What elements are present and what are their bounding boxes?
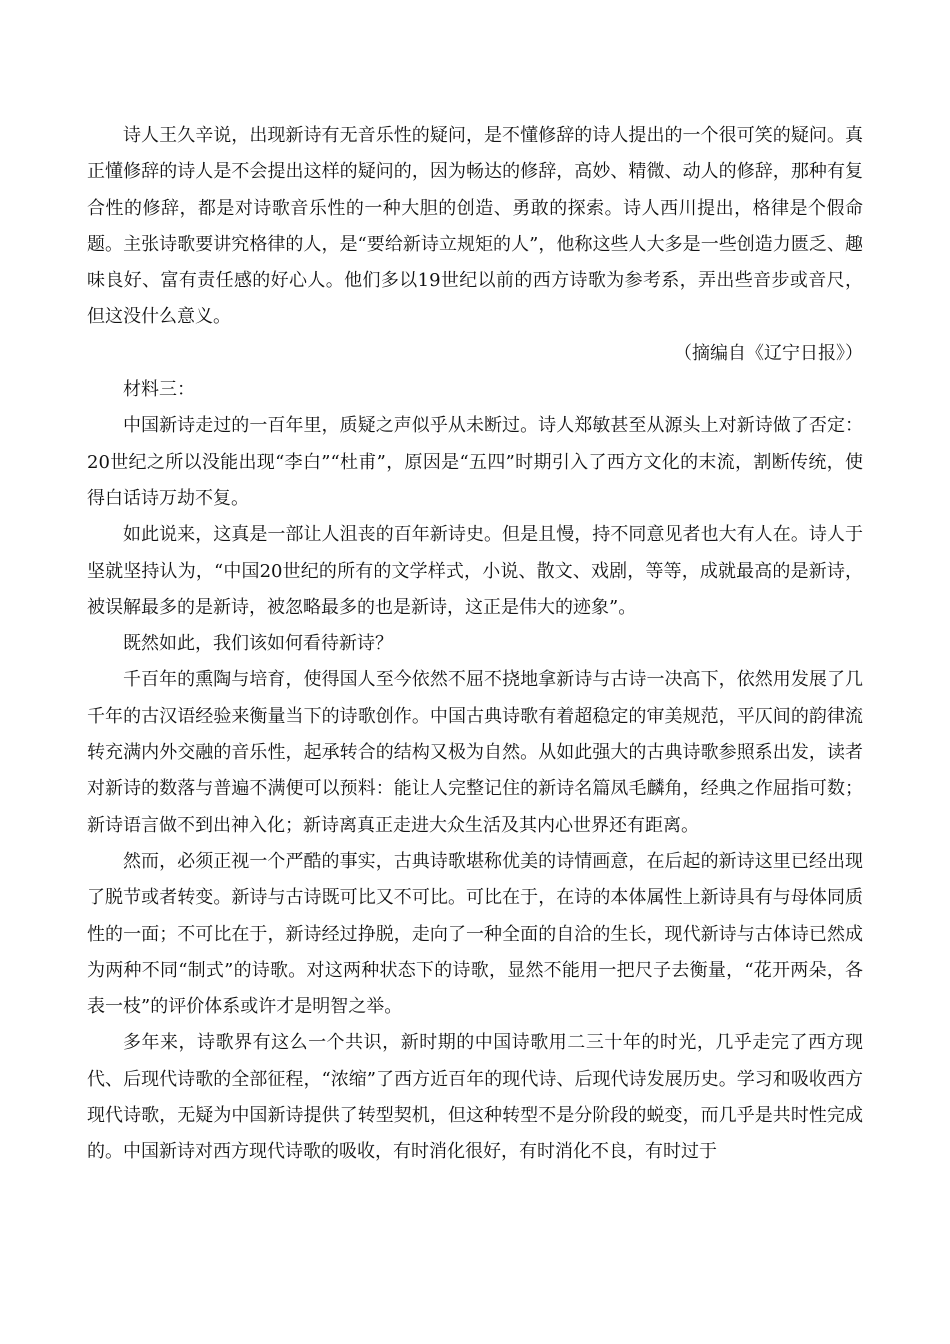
paragraph-question: 既然如此，我们该如何看待新诗？ <box>123 633 393 655</box>
paragraph-wang-jiuxin: 诗人王久辛说，出现新诗有无音乐性的疑问，是不懂修辞的诗人提出的一个很可笑的疑问。真正懂修辞的诗人是不会提出这样的疑问的，因为畅达的修辞，高妙、精微、动人的修辞，那种有复合性的修辞，都是对诗歌音乐性的一种大胆的创造、勇敢的探索。诗人西川提出，格律是个假命题。主张诗歌要讲究格律的人，是“要给新诗立规矩的人”，他称这些人大多是一些创造力匮乏、趣味良好、富有责任感的好心人。他们多以19世纪以前的西方诗歌为参考系，弄出些音步或音尺，但这没什么意义。 <box>87 125 863 328</box>
paragraph-zheng-min: 中国新诗走过的一百年里，质疑之声似乎从未断过。诗人郑敏甚至从源头上对新诗做了否定：20世纪之所以没能出现“李白”“杜甫”，原因是“五四”时期引入了西方文化的末流，割断传统，使得白话诗万劫不复。 <box>87 415 863 509</box>
paragraph-classical-poetry: 千百年的熏陶与培育，使得国人至今依然不屈不挠地拿新诗与古诗一决高下，依然用发展了几千年的古汉语经验来衡量当下的诗歌创作。中国古典诗歌有着超稳定的审美规范，平仄间的韵律流转充满内外交融的音乐性，起承转合的结构又极为自然。从如此强大的古典诗歌参照系出发，读者对新诗的数落与普遍不满便可以预料：能让人完整记住的新诗名篇凤毛麟角，经典之作屈指可数；新诗语言做不到出神入化；新诗离真正走进大众生活及其内心世界还有距离。 <box>87 669 863 836</box>
paragraph-consensus: 多年来，诗歌界有这么一个共识，新时期的中国诗歌用二三十年的时光，几乎走完了西方现代、后现代诗歌的全部征程，“浓缩”了西方近百年的现代诗、后现代诗发展历史。学习和吸收西方现代诗歌，无疑为中国新诗提供了转型契机，但这种转型不是分阶段的蜕变，而几乎是共时性完成的。中国新诗对西方现代诗歌的吸收，有时消化很好，有时消化不良，有时过于 <box>87 1032 863 1163</box>
document-page <box>87 118 863 1171</box>
source-citation: （摘编自《辽宁日报》） <box>674 342 863 364</box>
material-three-heading: 材料三： <box>123 379 195 401</box>
paragraph-harsh-fact: 然而，必须正视一个严酷的事实，古典诗歌堪称优美的诗情画意，在后起的新诗这里已经出现了脱节或者转变。新诗与古诗既可比又不可比。可比在于，在诗的本体属性上新诗具有与母体同质性的一面；不可比在于，新诗经过挣脱，走向了一种全面的自洽的生长，现代新诗与古体诗已然成为两种不同“制式”的诗歌。对这两种状态下的诗歌，显然不能用一把尺子去衡量，“花开两朵，各表一枝”的评价体系或许才是明智之举。 <box>87 850 863 1018</box>
paragraph-yu-jian: 如此说来，这真是一部让人沮丧的百年新诗史。但是且慢，持不同意见者也大有人在。诗人于坚就坚持认为，“中国20世纪的所有的文学样式，小说、散文、戏剧，等等，成就最高的是新诗，被误解最多的是新诗，被忽略最多的也是新诗，这正是伟大的迹象”。 <box>87 524 863 618</box>
